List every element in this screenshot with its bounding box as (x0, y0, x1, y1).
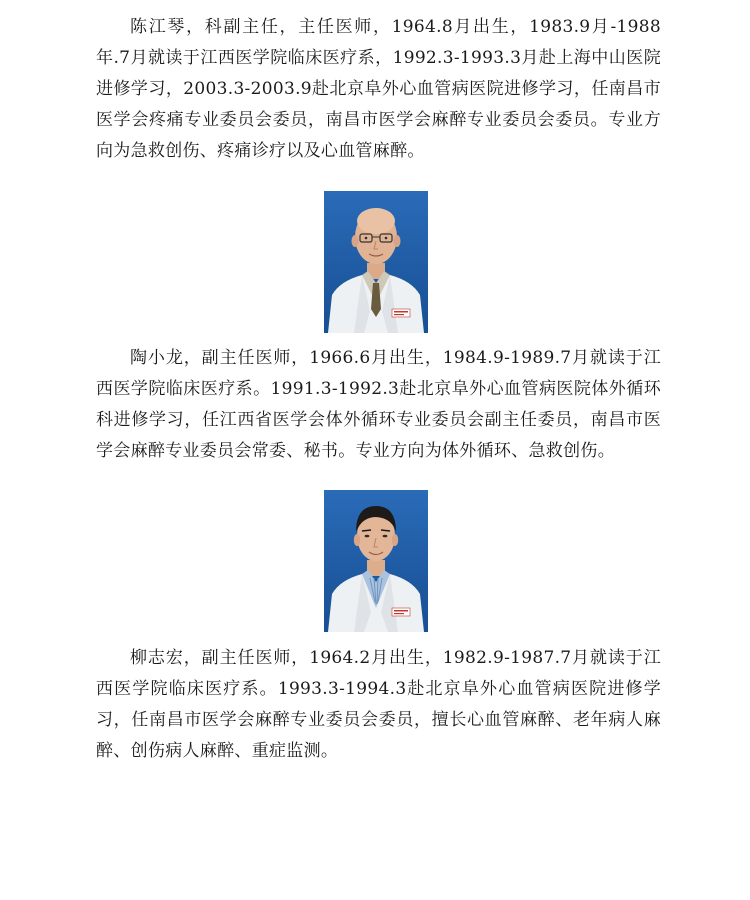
doctor-portrait-photo (324, 191, 428, 333)
doctor-bio-paragraph: 柳志宏，副主任医师，1964.2月出生，1982.9-1987.7月就读于江西医学院临床医疗系。1993.3-1994.3赴北京阜外心血管病医院进修学习，任南昌市医学会麻醉专业委员会委员，擅长心血管麻醉、老年病人麻醉、创伤病人麻醉、重症监测。 (96, 648, 661, 761)
doctor-portrait-photo (324, 490, 428, 632)
doctor-bio-paragraph: 陈江琴，科副主任，主任医师，1964.8月出生，1983.9月-1988年.7月就读于江西医学院临床医疗系，1992.3-1993.3月赴上海中山医院进修学习，2003.3-2003.9赴北京阜外心血管病医院进修学习，任南昌市医学会疼痛专业委员会委员，南昌市医学会麻醉专业委员会委员。专业方向为急救创伤、疼痛诊疗以及心血管麻醉。 (96, 17, 661, 161)
doctor-bio-paragraph: 陶小龙，副主任医师，1966.6月出生，1984.9-1989.7月就读于江西医学院临床医疗系。1991.3-1992.3赴北京阜外心血管病医院体外循环科进修学习，任江西省医学会体外循环专业委员会副主任委员，南昌市医学会麻醉专业委员会常委、秘书。专业方向为体外循环、急救创伤。 (96, 348, 661, 461)
